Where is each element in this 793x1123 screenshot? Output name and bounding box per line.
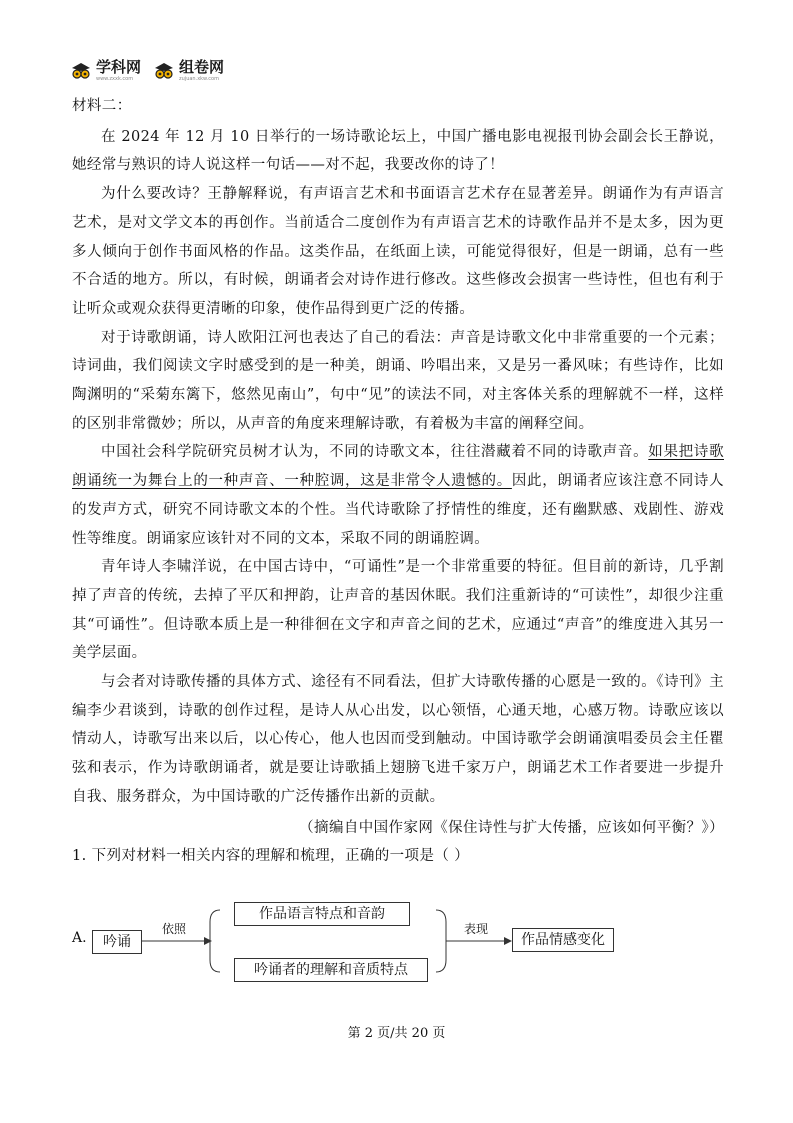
paragraph-text: 中国社会科学院研究员树才认为，不同的诗歌文本，往往潜藏着不同的诗歌声音。 [101, 444, 649, 461]
paragraph-text: 因此，朗诵者应该注意不同诗人的发声方式，研究不同诗歌文本的个性。当代诗歌除了抒情性的维度，还有幽默感、戏剧性、游戏性等维度。朗诵家应该针对不同的文本，采取不同的朗诵腔调。 [72, 473, 724, 547]
logo-name: 学科网 [96, 58, 142, 76]
article-body [72, 92, 724, 871]
paragraph: 对于诗歌朗诵，诗人欧阳江河也表达了自己的看法：声音是诗歌文化中非常重要的一个元素；诗词曲，我们阅读文字时感受到的是一种美，朗诵、吟唱出来，又是另一番风味；有些诗作，比如陶渊明的“采菊东篱下，悠然见南山”，句中“见”的读法不同，对主客体关系的理解就不一样，这样的区别非常微妙；所以，从声音的角度来理解诗歌，有着极为丰富的阐释空间。 [72, 329, 724, 432]
logo-url: zujuan.xkw.com [179, 76, 219, 82]
xuekewang-logo [70, 60, 141, 82]
paragraph: 为什么要改诗？王静解释说，有声语言艺术和书面语言艺术存在显著差异。朗诵作为有声语言艺术，是对文学文本的再创作。当前适合二度创作为有声语言艺术的诗歌作品并不是太多，因为更多人倾向于创作书面风格的作品。这类作品，在纸面上读，可能觉得很好，但是一朗诵，总有一些不合适的地方。所以，有时候，朗诵者会对诗作进行修改。这些修改会损害一些诗性，但也有利于让听众或观众获得更清晰的印象，使作品得到更广泛的传播。 [72, 186, 724, 317]
arrow-label: 依照 [162, 922, 187, 936]
arrow-label: 表现 [464, 922, 489, 936]
paragraph [72, 438, 724, 553]
material-title: 材料二： [72, 98, 132, 114]
start-box: 吟诵 [92, 930, 142, 954]
page-footer: 第 2 页/共 20 页 [347, 1026, 446, 1041]
question-stem: 1. 下列对材料一相关内容的理解和梳理，正确的一项是（ ） [72, 848, 470, 865]
logo-name: 组卷网 [179, 58, 225, 76]
owl-icon [153, 62, 175, 80]
paragraph: 在 2024 年 12 月 10 日举行的一场诗歌论坛上，中国广播电影电视报刊协会副会长王静说，她经常与熟识的诗人说这样一句话——对不起，我要改你的诗了！ [72, 128, 724, 174]
branch-box-top: 作品语言特点和音韵 [234, 902, 410, 926]
end-box: 作品情感变化 [512, 928, 614, 952]
owl-icon [70, 62, 92, 80]
branch-box-bottom: 吟诵者的理解和音质特点 [234, 958, 428, 982]
source-citation: （摘编自中国作家网《保住诗性与扩大传播，应该如何平衡？》） [299, 819, 724, 836]
underlined-sentence: 如果把诗歌朗诵统一为舞台上的一种声音、一种腔调，这是非常令人遗憾的。 [72, 444, 724, 490]
zujuanwang-logo [153, 60, 224, 82]
option-letter: A. [72, 930, 87, 946]
paragraph: 青年诗人李啸洋说，在中国古诗中，“可诵性”是一个非常重要的特征。但目前的新诗，几乎割掉了声音的传统，去掉了平仄和押韵，让声音的基因休眠。我们注重新诗的“可读性”，却很少注重其“可诵性”。但诗歌本质上是一种徘徊在文字和声音之间的艺术，应通过“声音”的维度进入其另一美学层面。 [72, 559, 724, 662]
logo-url: www.zxxk.com [96, 76, 134, 82]
header-logos [70, 60, 224, 82]
option-a-diagram [72, 898, 632, 982]
paragraph: 与会者对诗歌传播的具体方式、途径有不同看法，但扩大诗歌传播的心愿是一致的。《诗刊》主编李少君谈到，诗歌的创作过程，是诗人从心出发，以心领悟，心通天地，心感万物。诗歌应该以情动人，诗歌写出来以后，以心传心，他人也因而受到触动。中国诗歌学会朗诵演唱委员会主任瞿弦和表示，作为诗歌朗诵者，就是要让诗歌插上翅膀飞进千家万户，朗诵艺术工作者要进一步提升自我、服务群众，为中国诗歌的广泛传播作出新的贡献。 [72, 674, 724, 805]
